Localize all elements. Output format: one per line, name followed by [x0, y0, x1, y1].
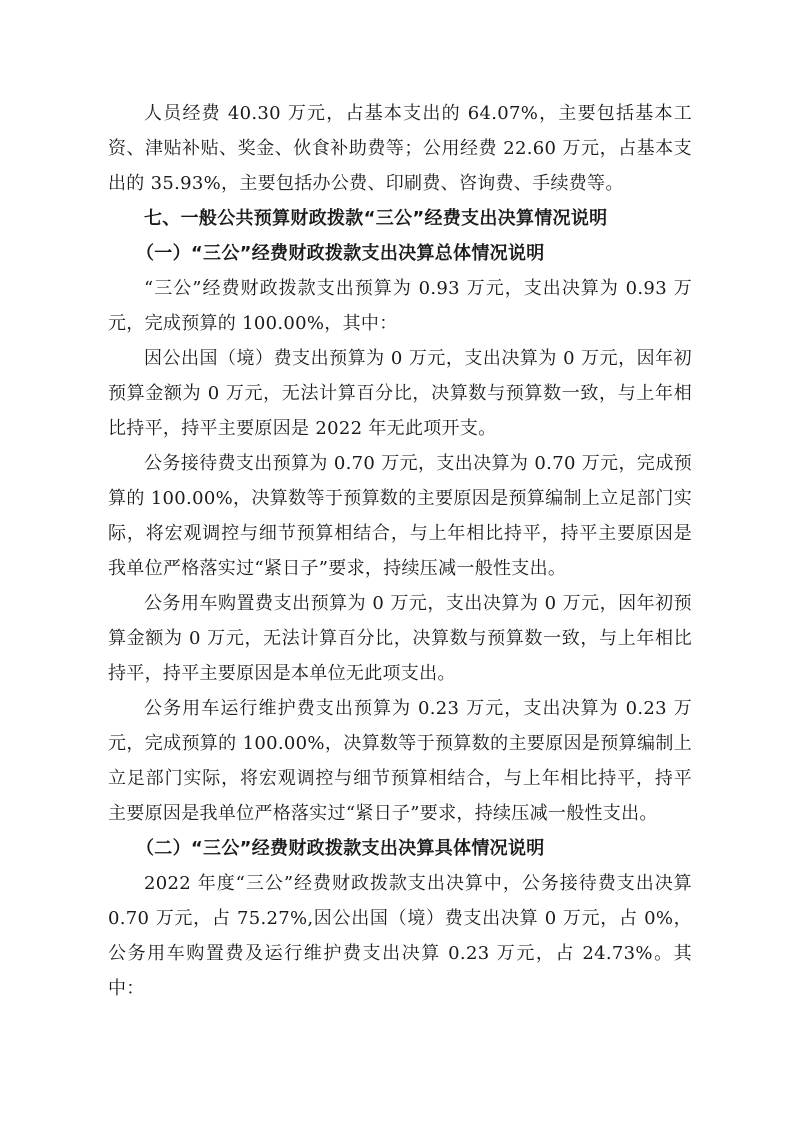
paragraph-three-public-total: “三公”经费财政拨款支出预算为 0.93 万元，支出决算为 0.93 万元，完成预算的 100.00%，其中：	[108, 278, 692, 334]
section-heading-three-public: 七、一般公共预算财政拨款“三公”经费支出决算情况说明	[144, 208, 608, 229]
subsection-heading-detail: （二）“三公”经费财政拨款支出决算具体情况说明	[136, 838, 545, 859]
paragraph-official-reception: 公务接待费支出预算为 0.70 万元，支出决算为 0.70 万元，完成预算的 100.00%，决算数等于预算数的主要原因是预算编制上立足部门实际，将宏观调控与细节预算相结合，与上年相比持平，持平主要原因是我单位严格落实过“紧日子”要求，持续压减一般性支出。	[108, 453, 692, 579]
paragraph-vehicle-maintenance: 公务用车运行维护费支出预算为 0.23 万元，支出决算为 0.23 万元，完成预算的 100.00%，决算数等于预算数的主要原因是预算编制上立足部门实际，将宏观调控与细节预算相结合，与上年相比持平，持平主要原因是我单位严格落实过“紧日子”要求，持续压减一般性支出。	[108, 698, 692, 824]
paragraph-personnel-expenses: 人员经费 40.30 万元，占基本支出的 64.07%，主要包括基本工资、津贴补贴、奖金、伙食补助费等；公用经费 22.60 万元，占基本支出的 35.93%，主要包括办公费、印刷费、咨询费、手续费等。	[108, 103, 692, 194]
subsection-heading-overall: （一）“三公”经费财政拨款支出决算总体情况说明	[136, 243, 545, 264]
paragraph-vehicle-purchase: 公务用车购置费支出预算为 0 万元，支出决算为 0 万元，因年初预算金额为 0 万元，无法计算百分比，决算数与预算数一致，与上年相比持平，持平主要原因是本单位无此项支出。	[108, 593, 692, 684]
document-body	[108, 96, 692, 1006]
paragraph-detail-breakdown: 2022 年度“三公”经费财政拨款支出决算中，公务接待费支出决算 0.70 万元，占 75.27%,因公出国（境）费支出决算 0 万元，占 0%，公务用车购置费及运行维护费支出决算 0.23 万元，占 24.73%。其中：	[108, 873, 692, 999]
paragraph-overseas-travel: 因公出国（境）费支出预算为 0 万元，支出决算为 0 万元，因年初预算金额为 0 万元，无法计算百分比，决算数与预算数一致，与上年相比持平，持平主要原因是 2022 年无此项开支。	[108, 348, 692, 439]
